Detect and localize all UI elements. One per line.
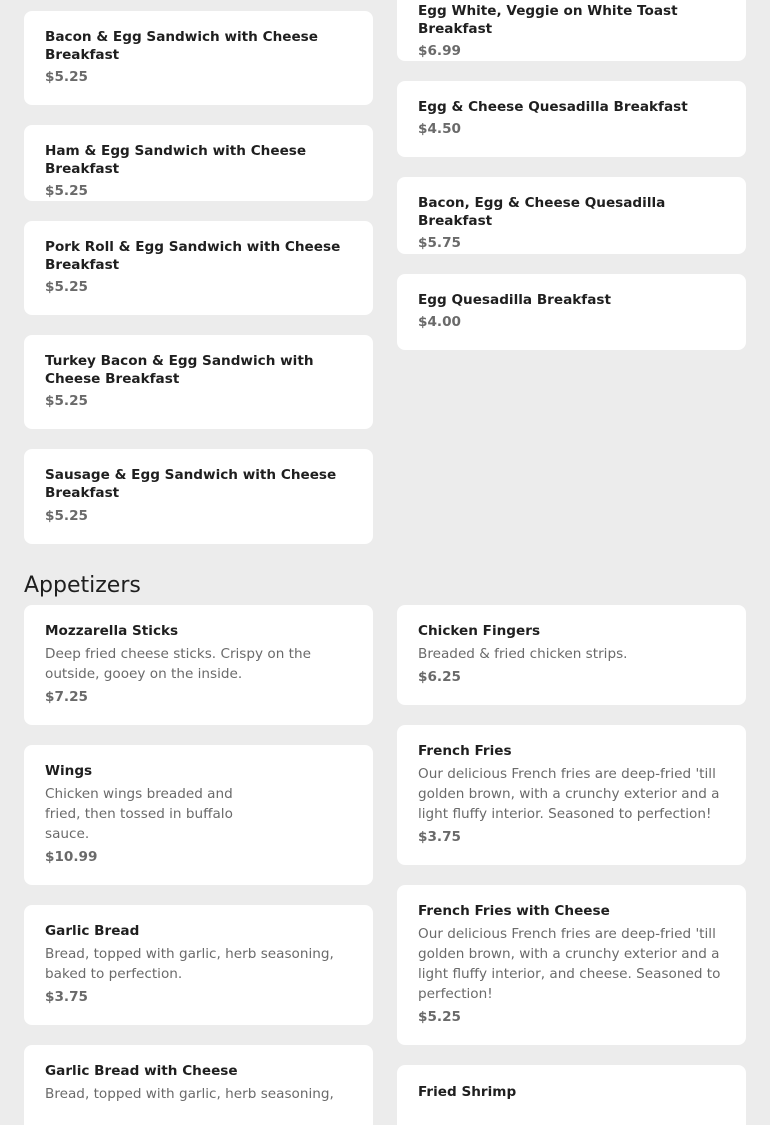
menu-item-name: Chicken Fingers: [418, 623, 541, 639]
menu-item-name: Wings: [45, 763, 93, 779]
menu-item-description: Breaded & fried chicken strips.: [418, 646, 628, 662]
menu-item-card[interactable]: [24, 11, 373, 105]
menu-item-card[interactable]: [24, 905, 373, 1025]
menu-item-price: $5.25: [45, 279, 88, 295]
menu-item-card[interactable]: [397, 725, 746, 865]
menu-item-description: Our delicious French fries are deep-fried 'till golden brown, with a crunchy exterior and a light fluffy interior, and cheese. Seasoned to perfection!: [418, 926, 721, 1002]
menu-item-description: Deep fried cheese sticks. Crispy on the outside, gooey on the inside.: [45, 646, 311, 682]
menu-item-name: Bacon & Egg Sandwich with Cheese Breakfast: [45, 29, 318, 63]
menu-item-card[interactable]: [24, 1045, 373, 1125]
menu-item-price: $10.99: [45, 849, 98, 865]
menu-item-card[interactable]: [397, 177, 746, 254]
menu-item-price: $3.75: [45, 989, 88, 1005]
menu-item-price: $6.25: [418, 669, 461, 685]
menu-item-price: $7.25: [45, 689, 88, 705]
menu-item-card[interactable]: [24, 125, 373, 201]
menu-item-name: French Fries with Cheese: [418, 903, 610, 919]
menu-item-price: $5.25: [45, 508, 88, 524]
menu-item-description: Our delicious French fries are deep-fried 'till golden brown, with a crunchy exterior and a light fluffy interior. Seasoned to perfection!: [418, 766, 720, 822]
menu-item-card[interactable]: [397, 274, 746, 350]
menu-item-name: French Fries: [418, 743, 512, 759]
menu-item-name: Bacon, Egg & Cheese Quesadilla Breakfast: [418, 195, 666, 229]
menu-item-price: $4.00: [418, 314, 461, 330]
menu-item-name: Turkey Bacon & Egg Sandwich with Cheese Breakfast: [45, 353, 314, 387]
menu-item-name: Egg White, Veggie on White Toast Breakfast: [418, 3, 678, 37]
menu-item-price: $5.25: [45, 183, 88, 199]
menu-item-card[interactable]: [397, 1065, 746, 1125]
menu-item-name: Mozzarella Sticks: [45, 623, 179, 639]
menu-item-card[interactable]: [397, 605, 746, 705]
menu-item-price: $5.25: [45, 69, 88, 85]
menu-item-name: Ham & Egg Sandwich with Cheese Breakfast: [45, 143, 307, 177]
menu-item-card[interactable]: [24, 335, 373, 429]
section-title-appetizers: Appetizers: [24, 573, 141, 598]
menu-item-price: $5.25: [45, 393, 88, 409]
menu-item-description: Bread, topped with garlic, herb seasoning,: [45, 1086, 334, 1102]
menu-item-name: Garlic Bread: [45, 923, 140, 939]
menu-item-name: Pork Roll & Egg Sandwich with Cheese Breakfast: [45, 239, 341, 273]
menu-item-price: $5.75: [418, 235, 461, 251]
menu-item-card[interactable]: [397, 885, 746, 1045]
menu-item-card[interactable]: [24, 605, 373, 725]
menu-item-card[interactable]: [397, 81, 746, 157]
menu-item-card[interactable]: [397, 0, 746, 61]
menu-item-price: $4.50: [418, 121, 461, 137]
menu-item-description: Chicken wings breaded and fried, then tossed in buffalo sauce.: [45, 786, 233, 842]
menu-item-name: Egg & Cheese Quesadilla Breakfast: [418, 99, 688, 115]
menu-item-card[interactable]: [24, 745, 373, 885]
menu-item-card[interactable]: [24, 221, 373, 315]
menu-item-name: Garlic Bread with Cheese: [45, 1063, 238, 1079]
menu-item-card[interactable]: [24, 449, 373, 544]
menu-item-description: Bread, topped with garlic, herb seasoning, baked to perfection.: [45, 946, 334, 982]
menu-item-name: Fried Shrimp: [418, 1084, 517, 1100]
menu-item-name: Egg Quesadilla Breakfast: [418, 292, 611, 308]
menu-item-name: Sausage & Egg Sandwich with Cheese Breakfast: [45, 467, 337, 501]
menu-item-price: $3.75: [418, 829, 461, 845]
menu-item-price: $6.99: [418, 43, 461, 59]
menu-item-price: $5.25: [418, 1009, 461, 1025]
